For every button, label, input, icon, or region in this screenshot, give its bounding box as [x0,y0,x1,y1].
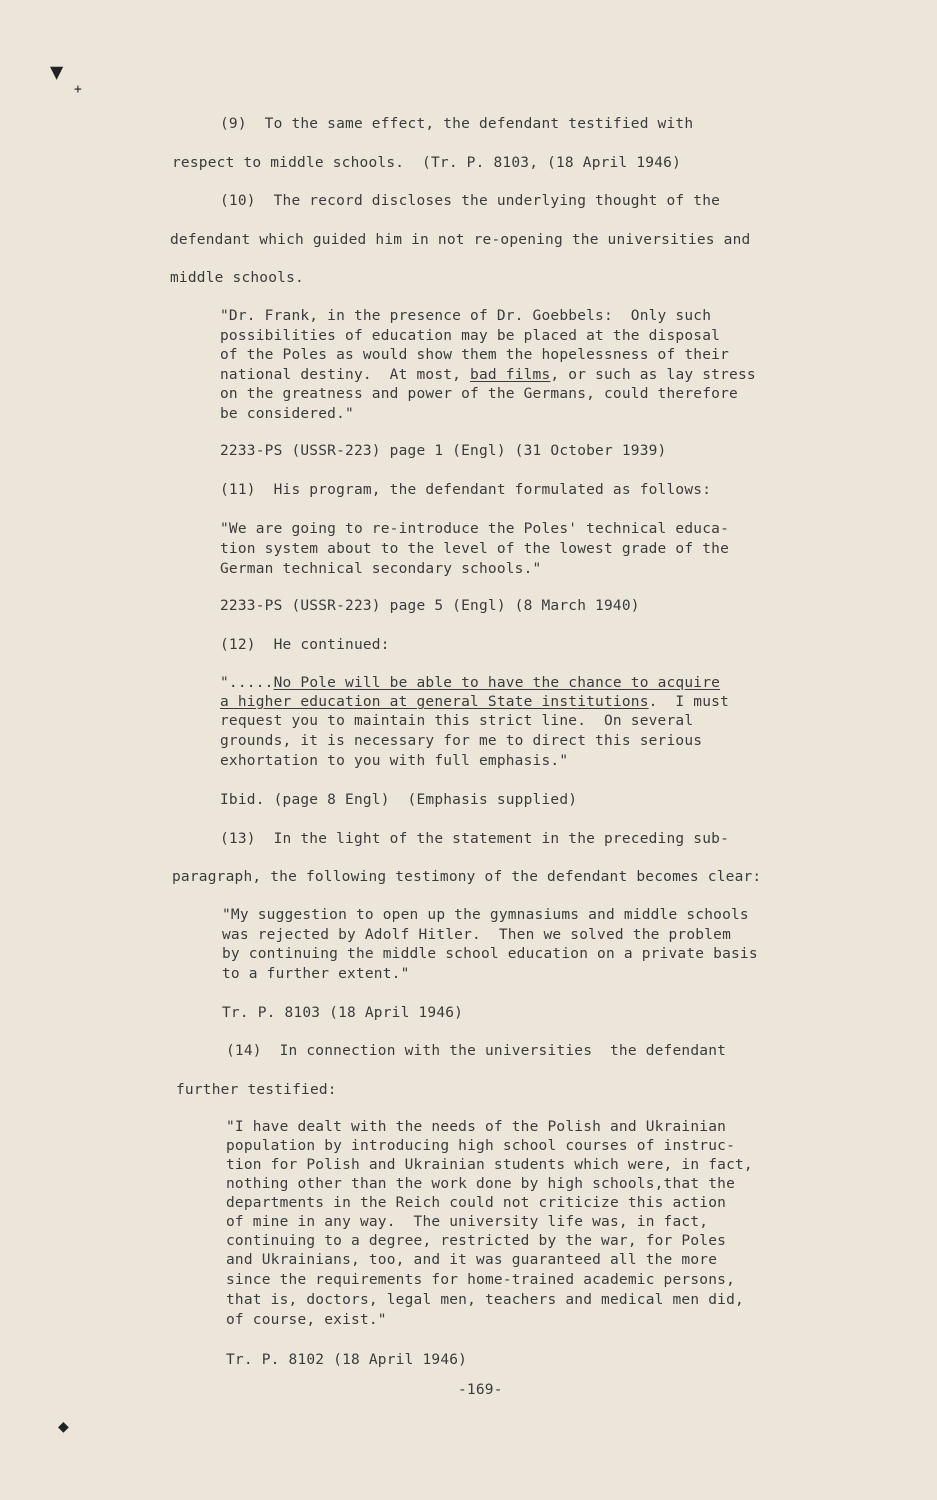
quote-2-line-3: German technical secondary schools." [220,561,542,577]
quote-5-line-7: continuing to a degree, restricted by the war, for Poles [226,1233,727,1249]
quote-5-line-2: population by introducing high school courses of instruc- [226,1138,735,1154]
quote-3-line-5: exhortation to you with full emphasis." [220,753,569,769]
quote-3-line-1-start: "..... [220,675,274,691]
quote-1-line-4-start: national destiny. At most, [220,367,471,383]
quote-1-line-4-end: , or such as lay stress [550,367,756,383]
paragraph-10-line-3: middle schools. [170,270,304,286]
paragraph-9-line-1: (9) To the same effect, the defendant testified with [220,116,694,132]
citation-2: 2233-PS (USSR-223) page 5 (Engl) (8 March 1940) [220,598,640,614]
punch-mark-small: + [74,82,82,97]
quote-5-line-9: since the requirements for home-trained academic persons, [226,1272,735,1288]
citation-5: Tr. P. 8102 (18 April 1946) [226,1352,468,1368]
citation-3: Ibid. (page 8 Engl) (Emphasis supplied) [220,792,578,808]
quote-5-line-10: that is, doctors, legal men, teachers and medical men did, [226,1292,744,1308]
quote-4-line-3: by continuing the middle school education on a private basis [222,946,758,962]
quote-3-underlined-part-1: No Pole will be able to have the chance to acquire [273,675,721,691]
citation-1: 2233-PS (USSR-223) page 1 (Engl) (31 October 1939) [220,443,667,459]
quote-3-line-3: request you to maintain this strict line. On several [220,713,694,729]
quote-5-line-1: "I have dealt with the needs of the Polish and Ukrainian [226,1119,727,1135]
quote-1-line-5: on the greatness and power of the Germans, could therefore [220,386,738,402]
page-number: -169- [458,1382,503,1398]
quote-1-line-6: be considered." [220,406,354,422]
quote-3-line-4: grounds, it is necessary for me to direct this serious [220,733,703,749]
quote-3-line-2 [220,692,729,712]
paragraph-12: (12) He continued: [220,637,390,653]
quote-1-line-3: of the Poles as would show them the hopelessness of their [220,347,729,363]
quote-2-line-1: "We are going to re-introduce the Poles' technical educa- [220,521,729,537]
citation-4: Tr. P. 8103 (18 April 1946) [222,1005,464,1021]
quote-4-line-4: to a further extent." [222,966,410,982]
quote-2-line-2: tion system about to the level of the lowest grade of the [220,541,729,557]
quote-3-line-2-end: . I must [648,694,730,710]
quote-5-line-11: of course, exist." [226,1312,387,1328]
quote-5-line-6: of mine in any way. The university life was, in fact, [226,1214,709,1230]
quote-4-line-2: was rejected by Adolf Hitler. Then we solved the problem [222,927,731,943]
quote-5-line-5: departments in the Reich could not criticize this action [226,1195,727,1211]
paragraph-9-line-2: respect to middle schools. (Tr. P. 8103, (18 April 1946) [172,155,681,171]
punch-mark-top: ▼ [50,60,64,85]
quote-5-line-4: nothing other than the work done by high schools,that the [226,1176,735,1192]
quote-1-underlined-bad-films: bad films [470,367,551,383]
quote-4-line-1: "My suggestion to open up the gymnasiums and middle schools [222,907,749,923]
paragraph-14-line-2: further testified: [176,1082,337,1098]
paragraph-13-line-1: (13) In the light of the statement in the preceding sub- [220,831,729,847]
paragraph-14-line-1: (14) In connection with the universities the defendant [226,1043,727,1059]
quote-5-line-8: and Ukrainians, too, and it was guaranteed all the more [226,1252,718,1268]
quote-3-underlined-part-2: a higher education at general State institutions [220,694,649,710]
paragraph-10-line-1: (10) The record discloses the underlying thought of the [220,193,721,209]
quote-5-line-3: tion for Polish and Ukrainian students which were, in fact, [226,1157,753,1173]
quote-3-line-1 [220,673,720,693]
paragraph-10-line-2: defendant which guided him in not re-opening the universities and [170,232,751,248]
paragraph-11: (11) His program, the defendant formulated as follows: [220,482,712,498]
quote-1-line-1: "Dr. Frank, in the presence of Dr. Goebbels: Only such [220,308,712,324]
quote-1-line-2: possibilities of education may be placed at the disposal [220,328,721,344]
punch-mark-bottom: ◆ [58,1416,69,1437]
paragraph-13-line-2: paragraph, the following testimony of the defendant becomes clear: [172,869,762,885]
quote-1-line-4 [220,365,756,385]
